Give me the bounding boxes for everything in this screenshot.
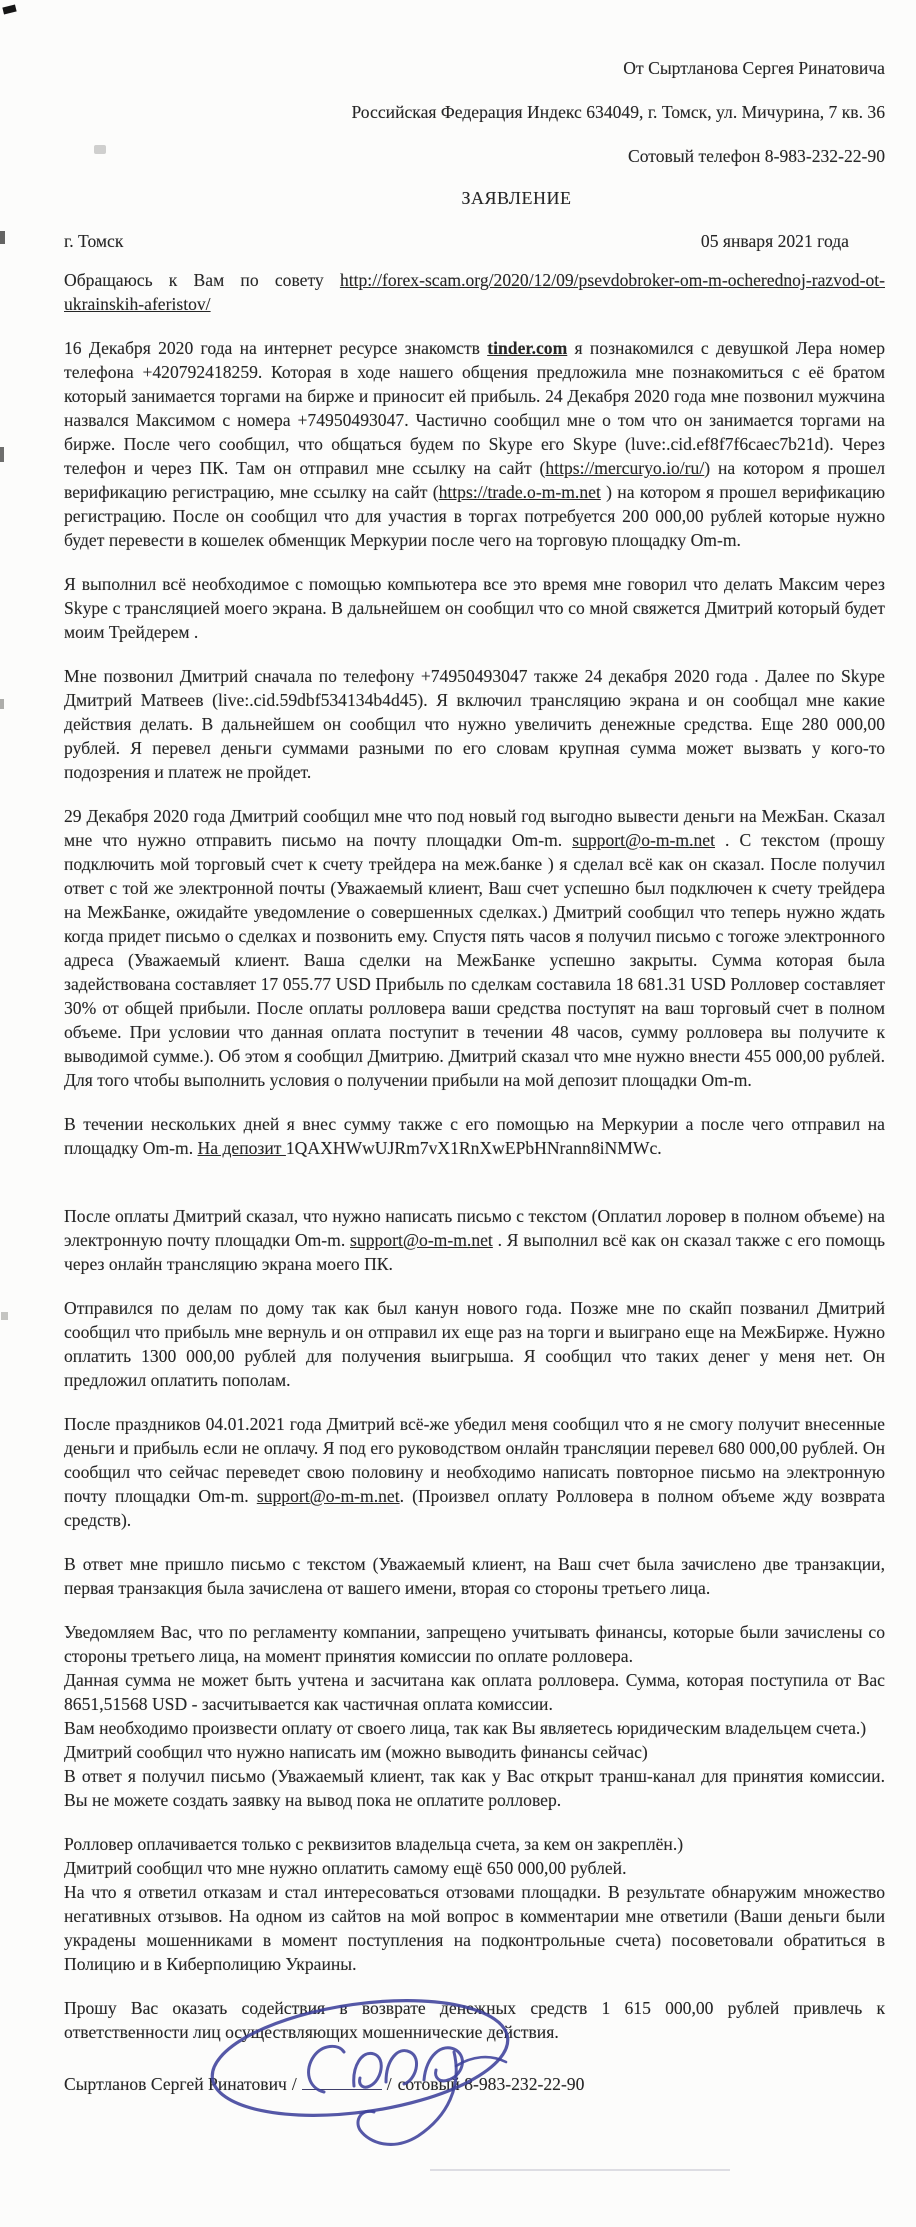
signature-row bbox=[64, 2072, 885, 2096]
sender-phone: Сотовый телефон 8-983-232-22-90 bbox=[627, 146, 885, 166]
paragraph bbox=[64, 804, 885, 1092]
body-text: ) на котором я прошел верификацию регистрацию, мне ссылку на сайт ( bbox=[64, 458, 885, 502]
scan-artifact bbox=[0, 699, 4, 709]
paragraph bbox=[64, 1716, 885, 1740]
scan-artifact bbox=[0, 447, 4, 462]
paragraph bbox=[64, 1764, 885, 1812]
body-text: Отправился по делам по дому так как был канун нового года. Позже мне по скайп позванил Дмитрий сообщил что прибыль мне вернуль и он отправил их еще раз на торги и выиграно еще на МежБирже. Нужно оплатить 1300 000,00 рублей для получения выигрыша. Я сообщил что таких денег у меня нет. Он предложил оплатить пополам. bbox=[64, 1298, 885, 1390]
body-text: На что я ответил отказам и стал интересоваться отзовами площадки. В результате обнаружим множество негативных отзывов. На одном из сайтов на мой вопрос в комментарии мне ответили (Ваши деньги были украдены мошенниками в момент поступления на подконтрольные счета) посоветовали обратиться в Полицию и в Киберполицию Украины. bbox=[64, 1882, 885, 1974]
link-text: На депозит bbox=[197, 1138, 286, 1158]
date-label: 05 января 2021 года bbox=[700, 231, 849, 251]
paragraph bbox=[64, 1996, 885, 2044]
link-text: https://trade.o-m-m.net bbox=[438, 482, 601, 502]
body-text: Ролловер оплачивается только с реквизитов владельца счета, за кем он закреплён.) bbox=[64, 1834, 684, 1854]
sender-address: Российская Федерация Индекс 634049, г. Томск, ул. Мичурина, 7 кв. 36 bbox=[351, 102, 885, 122]
body-text: Дмитрий сообщил что нужно написать им (можно выводить финансы сейчас) bbox=[64, 1742, 648, 1762]
body-text: После оплаты Дмитрий сказал, что нужно написать письмо с текстом (Оплатил лоровер в полном объеме) на электронную почту площадки Om-m. bbox=[64, 1206, 885, 1250]
body-text: Данная сумма не может быть учтена и засчитана как оплата ролловера. Сумма, которая поступила от Вас 8651,51568 USD - засчитывается как частичная оплата комиссии. bbox=[64, 1670, 885, 1714]
body-text: Вам необходимо произвести оплату от своего лица, так как Вы являетесь юридическим владельцем счета.) bbox=[64, 1718, 867, 1738]
paragraph bbox=[64, 1552, 885, 1600]
paragraph bbox=[64, 572, 885, 644]
paragraph bbox=[64, 1880, 885, 1976]
paragraph bbox=[64, 1620, 885, 1668]
sender-block bbox=[0, 0, 916, 168]
paragraph bbox=[64, 664, 885, 784]
body-text: я познакомился с девушкой Лера номер телефона +420792418259. Которая в ходе нашего общения предложила мне познакомиться с её братом который занимается торгами на бирже и приносит ей прибыль. 24 Декабря 2020 года мне позвонил мужчина назвался Максимом с номера +74950493047. Частично сообщил мне о том что он занимается торгами на бирже. После чего сообщил, что общаться будем по Skype его Skype (luve:.cid.ef8f7f6caec7b21d). Через телефон и через ПК. Там он отправил мне ссылку на сайт ( bbox=[64, 338, 885, 478]
signature-underline bbox=[302, 2075, 382, 2090]
scan-artifact bbox=[94, 145, 106, 154]
body-text: Прошу Вас оказать содействия в возврате денежных средств 1 615 000,00 рублей привлечь к ответственности лиц осуществляющих мошеннические действия. bbox=[64, 1998, 885, 2042]
page-title: ЗАЯВЛЕНИЕ bbox=[461, 188, 572, 208]
paragraph bbox=[64, 1296, 885, 1392]
paragraph bbox=[64, 1412, 885, 1532]
paragraph bbox=[64, 1856, 885, 1880]
body-text: . Я выполнил всё как он сказал также с его помощь через онлайн трансляцию экрана моего ПК. bbox=[64, 1230, 885, 1274]
body-text: В ответ я получил письмо (Уважаемый клиент, так как у Вас открыт транш-канал для принятия комиссии. Вы не можете создать заявку на вывод пока не оплатите ролловер. bbox=[64, 1766, 885, 1810]
paragraph bbox=[64, 336, 885, 552]
body-text: Я выполнил всё необходимое с помощью компьютера все это время мне говорил что делать Максим через Skype с трансляцией моего экрана. В дальнейшем он сообщил что со мной свяжется Дмитрий который будет моим Трейдерем . bbox=[64, 574, 885, 642]
paragraph bbox=[64, 1740, 885, 1764]
paragraph bbox=[64, 1668, 885, 1716]
body-text: 16 Декабря 2020 года на интернет ресурсе знакомств bbox=[64, 338, 488, 358]
paragraph bbox=[64, 1112, 885, 1160]
body-text: 29 Декабря 2020 года Дмитрий сообщил мне что под новый год выгодно вывести деньги на МежБан. Сказал мне что нужно отправить письмо на почту площадки Om-m. bbox=[64, 806, 885, 850]
place-date-row bbox=[64, 231, 849, 252]
scan-artifact bbox=[430, 2169, 730, 2171]
paragraph bbox=[64, 1832, 885, 1856]
document-body bbox=[64, 268, 885, 2044]
signature-slash-left: / bbox=[291, 2074, 297, 2094]
signature-slash-right: / bbox=[386, 2074, 392, 2094]
body-text: . С текстом (прошу подключить мой торговый счет к счету трейдера на меж.банке ) я сделал всё как он сказал. После получил ответ с той же электронной почты (Уважаемый клиент, Ваш счет успешно был подключен к счету трейдера на МежБанке, ожидайте уведомление о совершенных сделках.) Дмитрий сообщил что теперь нужно ждать когда придет письмо о сделках и позвонить ему. Спустя пять часов я получил письмо с тогоже электронного адреса (Уважаемый клиент. Ваша сделки на МежБанке успешно закрыты. Сумма которая была задействована составляет 17 055.77 USD Прибыль по сделкам составила 18 681.31 USD Ролловер составляет 30% от общей прибыли. После оплаты ролловера ваши средства поступят на ваш торговый счет в полном объеме. При условии что данная оплата поступит в течении 48 часов, сумму ролловера вы получите к выводимой сумме.). Об этом я сообщил Дмитрию. Дмитрий сказал что мне нужно внести 455 000,00 рублей. Для того чтобы выполнить условия о получении прибыли на мой депозит площадки Om-m. bbox=[64, 830, 885, 1090]
link-text: tinder.com bbox=[487, 338, 568, 358]
body-text: . (Произвел оплату Ролловера в полном объеме жду возврата средств). bbox=[64, 1486, 885, 1530]
link-text: https://mercuryo.io/ru/ bbox=[545, 458, 705, 478]
link-text: http://forex-scam.org/2020/12/09/psevdobroker-om-m-ocherednoj-razvod-ot-ukrainskih-aferistov/ bbox=[64, 270, 885, 314]
body-text: Обращаюсь к Вам по совету bbox=[64, 270, 340, 290]
body-text: В ответ мне пришло письмо с текстом (Уважаемый клиент, на Ваш счет была зачислено две транзакции, первая транзакция была зачислена от вашего имени, вторая со стороны третьего лица. bbox=[64, 1554, 885, 1598]
signatory-name: Сыртланов Сергей Ринатович bbox=[64, 2074, 287, 2094]
body-text: После праздников 04.01.2021 года Дмитрий всё-же убедил меня сообщил что я не смогу получит внесенные деньги и прибыль если не оплачу. Я под его руководством онлайн трансляции перевел 680 000,00 рублей. Он сообщил что сейчас переведет свою половину и необходимо написать повторное письмо на электронную почту площадки Om-m. bbox=[64, 1414, 885, 1506]
body-text: В течении нескольких дней я внес сумму также с его помощью на Меркурии а после чего отправил на площадку Om-m. bbox=[64, 1114, 885, 1158]
scan-artifact bbox=[0, 231, 5, 244]
link-text: support@o-m-m.net bbox=[572, 830, 715, 850]
scan-artifact bbox=[1, 1312, 8, 1320]
place-label: г. Томск bbox=[64, 231, 124, 251]
body-text: Уведомляем Вас, что по регламенту компании, запрещено учитывать финансы, которые были зачислены со стороны третьего лица, на момент принятия комиссии по оплате ролловера. bbox=[64, 1622, 885, 1666]
body-text: 1QAXHWwUJRm7vX1RnXwEPbHNrann8iNMWc. bbox=[285, 1138, 662, 1158]
sender-from: От Сыртланова Сергея Ринатовича bbox=[623, 58, 885, 78]
paragraph bbox=[64, 268, 885, 316]
paragraph bbox=[64, 1204, 885, 1276]
body-text: ) на котором я прошел верификацию регистрацию. После он сообщил что для участия в торгах потребуется 200 000,00 рублей которые нужно будет перевести в кошелек обменщик Меркурии после чего на торговую площадку Om-m. bbox=[64, 482, 885, 550]
body-text: Дмитрий сообщил что мне нужно оплатить самому ещё 650 000,00 рублей. bbox=[64, 1858, 627, 1878]
link-text: support@o-m-m.net bbox=[256, 1486, 400, 1506]
link-text: support@o-m-m.net bbox=[350, 1230, 493, 1250]
signatory-phone: сотовый 8-983-232-22-90 bbox=[397, 2074, 585, 2094]
body-text: Мне позвонил Дмитрий сначала по телефону +74950493047 также 24 декабря 2020 года . Далее по Skype Дмитрий Матвеев (live:.cid.59dbf534134b4d45). Я включил трансляцию экрана и он сообщал мне какие действия делать. В дальнейшем он сообщил что нужно увеличить денежные средства. Еще 280 000,00 рублей. Я перевел деньги суммами разными по его словам крупная сумма может вызвать у кого-то подозрения и платеж не пройдет. bbox=[64, 666, 885, 782]
